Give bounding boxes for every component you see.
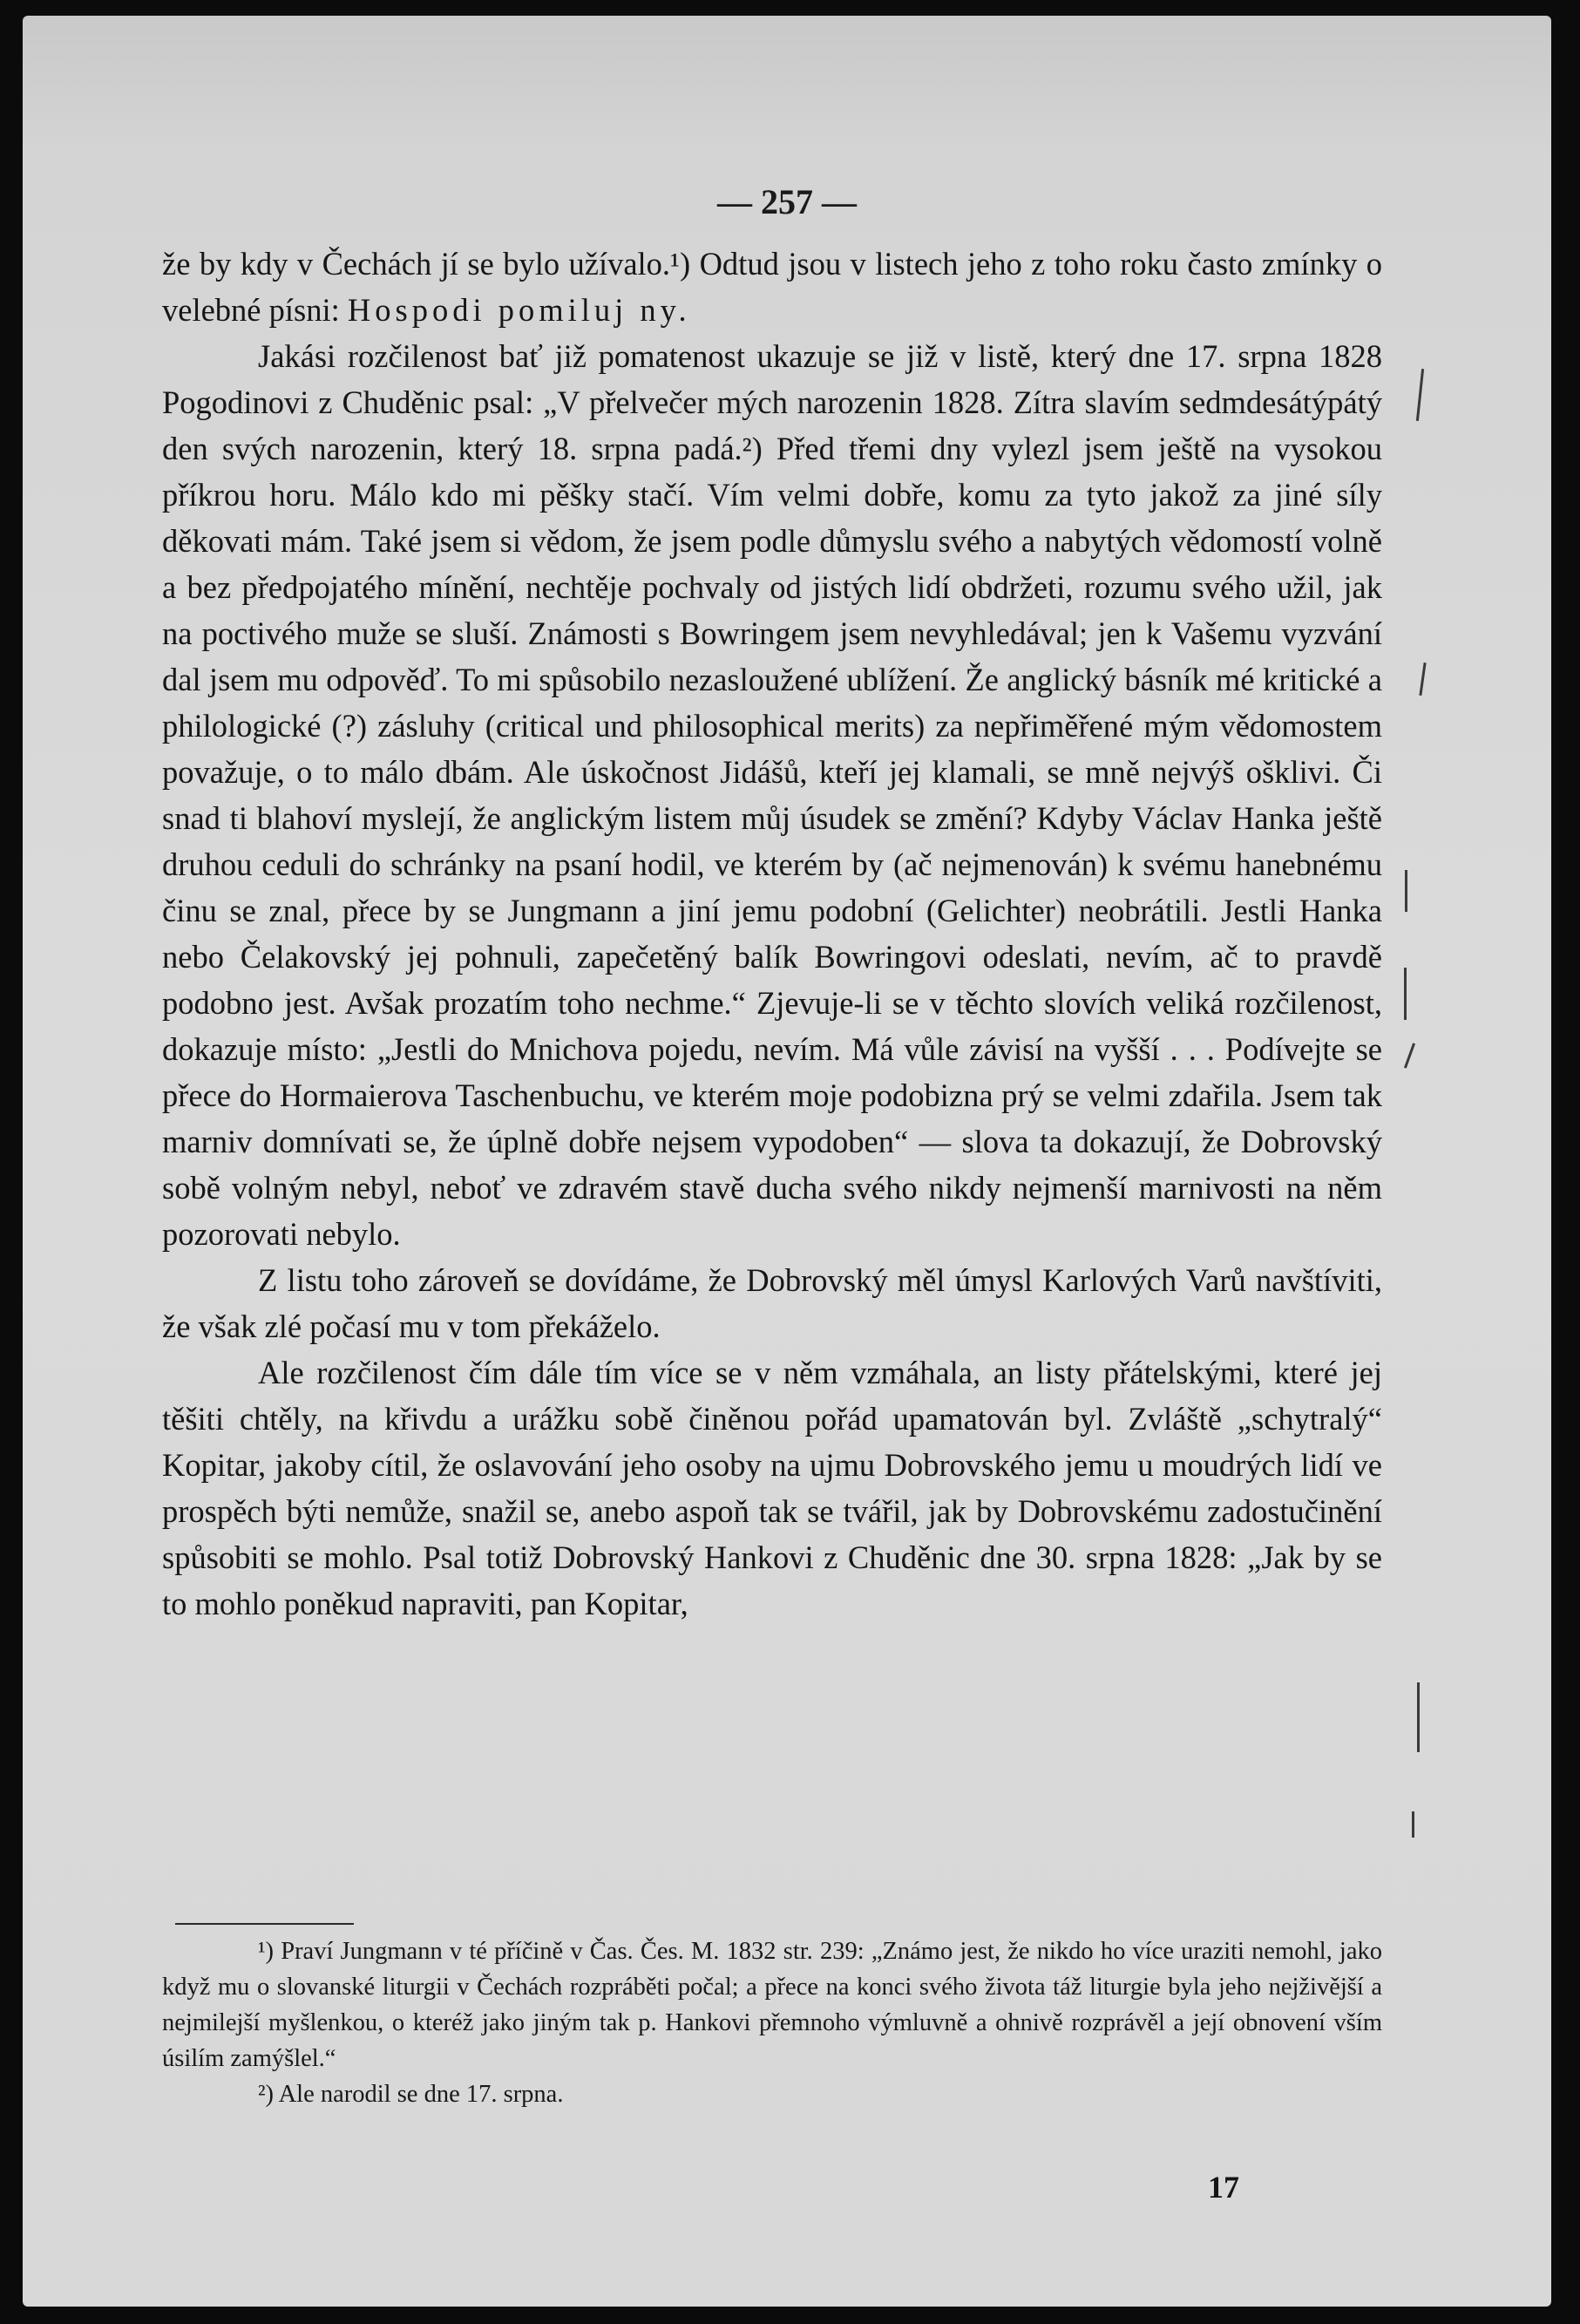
paragraph-1 bbox=[162, 241, 1382, 333]
spaced-emphasis-text: Hospodi pomiluj ny. bbox=[347, 292, 691, 328]
margin-mark bbox=[1404, 1043, 1415, 1068]
margin-mark bbox=[1419, 663, 1426, 696]
page-number: — 257 — bbox=[717, 182, 857, 221]
paragraph-2: Jakási rozčilenost bať již pomatenost ukazuje se již v listě, který dne 17. srpna 1828 Pogodinovi z Chuděnic psal: „V přelvečer mých narozenin 1828. Zítra slavím sedmdesátýpátý den svých narozenin, který 18. srpna padá.²) Před třemi dny vylezl jsem ještě na vysokou příkrou horu. Málo kdo mi pěšky stačí. Vím velmi dobře, komu za tyto jakož za jiné síly děkovati mám. Také jsem si vědom, že jsem podle důmyslu svého a nabytých vědomostí volně a bez předpojatého mínění, nechtěje pochvaly od jistých lidí obdržeti, rozumu svého užil, jak na poctivého muže se sluší. Známosti s Bowringem jsem nevyhledával; jen k Vašemu vyzvání dal jsem mu odpověď. To mi spůsobilo nezasloužené ublížení. Že anglický básník mé kritické a philologické (?) zásluhy (critical und philosophical merits) za nepřiměřené mým vědomostem považuje, o to málo dbám. Ale úskočnost Jidášů, kteří jej klamali, se mně nejvýš ošklivi. Či snad ti blahoví myslejí, že anglickým listem můj úsudek se změní? Kdyby Václav Hanka ještě druhou ceduli do schránky na psaní hodil, ve kterém by (ač nejmenován) k svému hanebnému činu se znal, přece by se Jungmann a jiní jemu podobní (Gelichter) neobrátili. Jestli Hanka nebo Čelakovský jej pohnuli, zapečetěný balík Bowringovi odeslati, nevím, ač to pravdě podobno jest. Avšak prozatím toho nechme.“ Zjevuje-li se v těchto slovích veliká rozčilenost, dokazuje místo: „Jestli do Mnichova pojedu, nevím. Má vůle závisí na vyšší . . . Podívejte se přece do Hormaierova Taschenbuchu, ve kterém moje podobizna prý se velmi zdařila. Jsem tak marniv domnívati se, že úplně dobře nejsem vypodoben“ — slova ta dokazují, že Dobrovský sobě volným nebyl, neboť ve zdravém stavě ducha svého nikdy nejmenší marnivosti na něm pozorovati nebylo. bbox=[162, 338, 1382, 1252]
margin-mark bbox=[1405, 870, 1407, 912]
margin-mark bbox=[1417, 1682, 1420, 1752]
main-text bbox=[162, 241, 1382, 1627]
printer-signature: 17 bbox=[1208, 2170, 1239, 2205]
footnote-2: ²) Ale narodil se dne 17. srpna. bbox=[258, 2081, 564, 2108]
paragraph-1-text: že by kdy v Čechách jí se bylo užívalo.¹) Odtud jsou v listech jeho z toho roku často zmínky o velebné písni: bbox=[162, 246, 1382, 328]
paragraph-3: Z listu toho zároveň se dovídáme, že Dobrovský měl úmysl Karlových Varů navštíviti, že však zlé počasí mu v tom překáželo. bbox=[162, 1262, 1382, 1344]
book-page bbox=[23, 16, 1551, 2307]
margin-mark bbox=[1416, 369, 1424, 421]
footnote-rule bbox=[175, 1923, 354, 1925]
margin-mark bbox=[1412, 1811, 1414, 1838]
margin-mark bbox=[1404, 968, 1407, 1020]
footnote-1: ¹) Praví Jungmann v té příčině v Čas. Čes. M. 1832 str. 239: „Známo jest, že nikdo ho více uraziti nemohl, jako když mu o slovanské liturgii v Čechách rozpráběti počal; a přece na konci svého života táž liturgie byla jeho nejživější a nejmilejší myšlenkou, o kteréž jako jiným tak p. Hankovi přemnoho výmluvně a ohnivě rozprávěl a její obnovení vším úsilím zamýšlel.“ bbox=[162, 1938, 1382, 2072]
footnotes bbox=[162, 1933, 1382, 2112]
paragraph-4: Ale rozčilenost čím dále tím více se v něm vzmáhala, an listy přátelskými, které jej těšiti chtěly, na křivdu a urážku sobě činěnou pořád upamatován byl. Zvláště „schytralý“ Kopitar, jakoby cítil, že oslavování jeho osoby na ujmu Dobrovského jemu u moudrých lidí ve prospěch býti nemůže, snažil se, anebo aspoň tak se tvářil, jak by Dobrovskému zadostučinění spůsobiti se mohlo. Psal totiž Dobrovský Hankovi z Chuděnic dne 30. srpna 1828: „Jak by se to mohlo poněkud napraviti, pan Kopitar, bbox=[162, 1355, 1382, 1621]
